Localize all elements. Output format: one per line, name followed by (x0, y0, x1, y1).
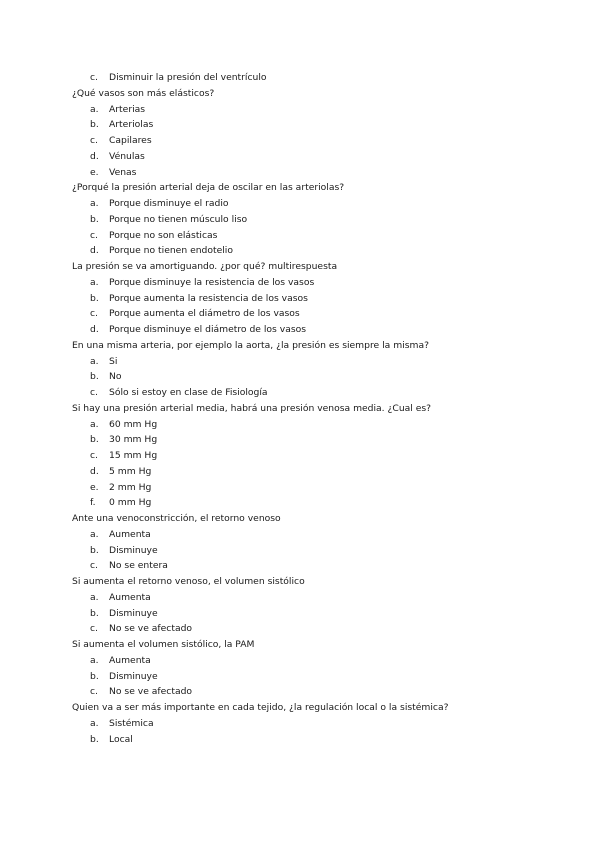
answer-option (72, 606, 542, 622)
option-text: Aumenta (109, 654, 151, 666)
option-text: 15 mm Hg (109, 450, 158, 461)
option-letter: c. (90, 135, 98, 146)
option-text: Porque no son elásticas (109, 229, 218, 241)
option-text: Sistémica (109, 717, 154, 729)
option-text: Porque disminuye la resistencia de los vasos (109, 276, 315, 288)
question-text: Quien va a ser más importante en cada tejido, ¿la regulación local o la sistémica? (72, 702, 449, 713)
option-letter: b. (90, 607, 99, 619)
answer-option (72, 527, 542, 543)
option-letter: d. (90, 245, 99, 257)
option-letter: d. (90, 150, 99, 162)
option-letter: c. (90, 686, 98, 698)
answer-option (72, 291, 542, 307)
answer-option (72, 196, 542, 212)
option-letter: c. (90, 623, 98, 635)
question-text: Si aumenta el retorno venoso, el volumen sistólico (72, 576, 305, 587)
answer-option (72, 417, 542, 433)
option-text: Porque aumenta el diámetro de los vasos (109, 308, 300, 320)
answer-option (72, 480, 542, 496)
answer-option (72, 732, 542, 748)
option-letter: b. (90, 213, 99, 225)
option-text: No se entera (109, 560, 168, 572)
answer-option (72, 369, 542, 385)
answer-option (72, 669, 542, 685)
option-letter: e. (90, 481, 99, 493)
option-letter: b. (90, 371, 99, 383)
option-text: Disminuye (109, 607, 158, 619)
option-text: Sólo si estoy en clase de Fisiología (109, 387, 268, 398)
option-letter: b. (90, 544, 99, 556)
option-text: Local (109, 733, 133, 745)
option-letter: a. (90, 418, 99, 430)
answer-option (72, 117, 542, 133)
answer-option (72, 149, 542, 165)
answer-option (72, 354, 542, 370)
answer-option (72, 102, 542, 118)
question-text: En una misma arteria, por ejemplo la aorta, ¿la presión es siempre la misma? (72, 339, 429, 351)
option-text: No se ve afectado (109, 686, 193, 698)
option-letter: d. (90, 465, 99, 477)
option-letter: a. (90, 355, 99, 367)
option-letter: c. (90, 229, 98, 241)
option-letter: c. (90, 387, 98, 398)
option-letter: f. (90, 497, 96, 509)
option-letter: b. (90, 119, 99, 131)
document-page (72, 70, 542, 747)
option-text: Disminuye (109, 544, 158, 556)
option-text: Porque no tienen músculo liso (109, 213, 248, 225)
answer-option (72, 464, 542, 480)
option-letter: a. (90, 528, 99, 540)
answer-option (72, 684, 542, 700)
question-text: La presión se va amortiguando. ¿por qué? multirespuesta (72, 261, 338, 272)
answer-option (72, 590, 542, 606)
option-letter: a. (90, 198, 99, 209)
option-letter: a. (90, 591, 99, 603)
option-text: Capilares (109, 135, 152, 146)
option-letter: a. (90, 103, 99, 115)
answer-option (72, 243, 542, 259)
option-text: Disminuir la presión del ventrículo (109, 72, 267, 83)
option-text: No se ve afectado (109, 623, 193, 635)
option-text: Vénulas (109, 150, 145, 162)
option-text: Si (109, 355, 118, 367)
option-letter: a. (90, 717, 99, 729)
option-letter: c. (90, 450, 98, 461)
answer-option (72, 653, 542, 669)
option-text: Disminuye (109, 670, 158, 682)
answer-option (72, 495, 542, 511)
option-text: 2 mm Hg (109, 481, 152, 493)
question-text: ¿Qué vasos son más elásticos? (72, 87, 215, 99)
option-letter: a. (90, 276, 99, 288)
answer-option (72, 306, 542, 322)
option-letter: a. (90, 654, 99, 666)
question-text: ¿Porqué la presión arterial deja de oscilar en las arteriolas? (72, 182, 345, 194)
answer-option (72, 432, 542, 448)
option-letter: b. (90, 434, 99, 446)
answer-option (72, 558, 542, 574)
answer-option (72, 228, 542, 244)
option-text: Arteriolas (109, 119, 154, 131)
answer-option (72, 133, 542, 149)
option-text: Porque aumenta la resistencia de los vasos (109, 292, 308, 304)
answer-option (72, 543, 542, 559)
option-text: No (109, 371, 122, 383)
answer-option (72, 385, 542, 401)
option-letter: b. (90, 733, 99, 745)
option-text: 5 mm Hg (109, 465, 152, 477)
answer-option (72, 448, 542, 464)
answer-option (72, 70, 542, 86)
option-text: Aumenta (109, 528, 151, 540)
option-letter: c. (90, 308, 98, 320)
answer-option (72, 212, 542, 228)
option-letter: c. (90, 560, 98, 572)
answer-option (72, 621, 542, 637)
option-text: Aumenta (109, 591, 151, 603)
option-text: Venas (109, 166, 137, 178)
question-text: Ante una venoconstricción, el retorno venoso (72, 513, 281, 524)
question-text: Si hay una presión arterial media, habrá una presión venosa media. ¿Cual es? (72, 402, 432, 414)
option-text: 0 mm Hg (109, 497, 152, 509)
answer-option (72, 716, 542, 732)
answer-option (72, 275, 542, 291)
option-text: Arterias (109, 103, 146, 115)
option-text: Porque no tienen endotelio (109, 245, 233, 257)
option-text: 30 mm Hg (109, 434, 158, 446)
option-letter: b. (90, 670, 99, 682)
option-letter: e. (90, 166, 99, 178)
option-letter: b. (90, 292, 99, 304)
option-text: Porque disminuye el radio (109, 198, 229, 209)
option-text: Porque disminuye el diámetro de los vasos (109, 324, 307, 335)
option-letter: c. (90, 72, 98, 83)
option-letter: d. (90, 324, 99, 335)
answer-option (72, 165, 542, 181)
answer-option (72, 322, 542, 338)
question-text: Si aumenta el volumen sistólico, la PAM (72, 639, 255, 650)
option-text: 60 mm Hg (109, 418, 158, 430)
